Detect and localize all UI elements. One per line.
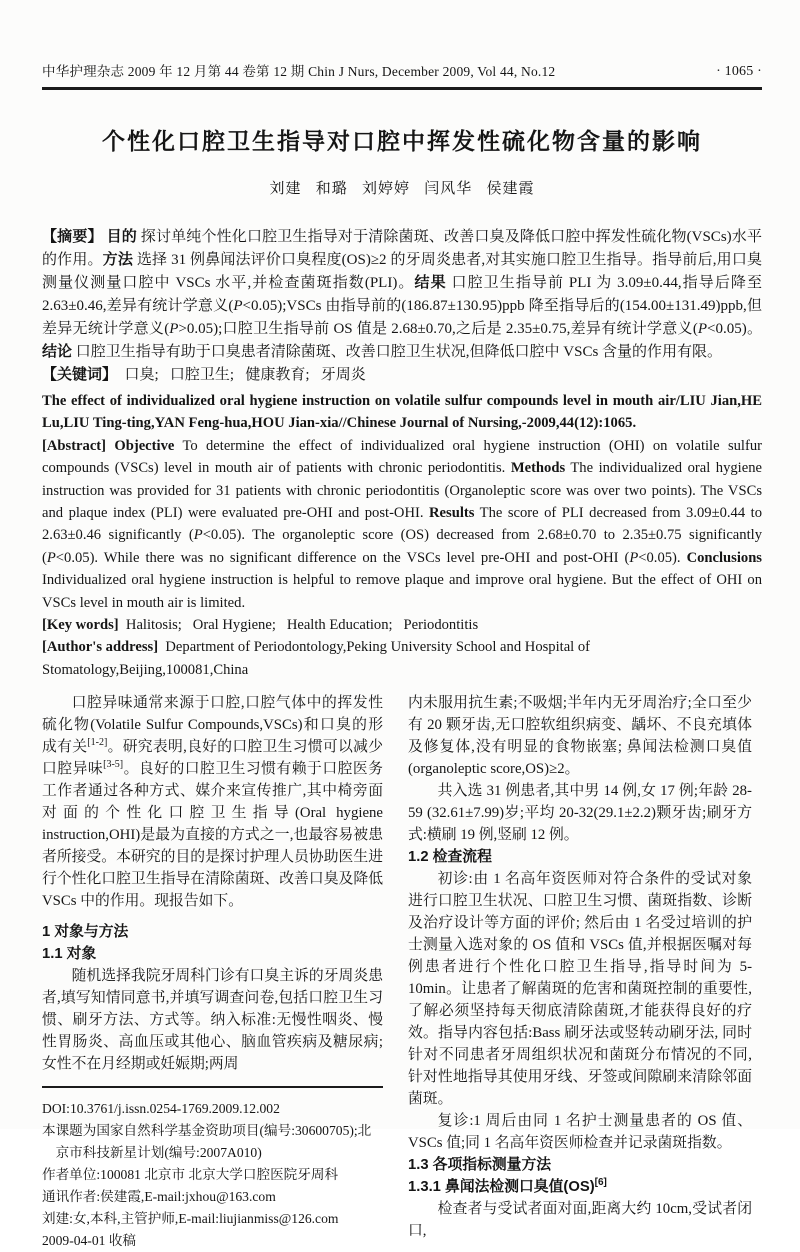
text-segment: <0.05). While there was no significant difference on the VSCs level pre-OHI and post-OHI (: [55, 549, 630, 566]
text-segment: <0.05). The organoleptic score (OS) decreased from 2.68±0.70 to 2.35±0.75 significantly (: [42, 527, 762, 566]
text-segment: [3-5]: [103, 759, 124, 771]
section-heading-1-1: 1.1 对象: [42, 946, 97, 963]
text-segment: 。良好的口腔卫生习惯有赖于口腔医务工作者通过各种方式、媒介来宣传推广,其中椅旁面对面的个性化口腔卫生指导(Oral hygiene instruction,OHI)是最为直接的方式之一,也最容易被患者所接受。本研究的目的是探讨护理人员协助医生进行个性化口腔卫生指导在清除菌斑、改善口臭及降低 VSCs 中的作用。现报告如下。: [42, 761, 383, 910]
text-segment: 口腔异味通常来源于口腔,口腔气体中的挥发性硫化物(Volatile Sulfur Compounds,VSCs)和口臭的形成有关: [42, 695, 383, 756]
abstract-block: [42, 226, 762, 681]
text-segment: Halitosis; Oral Hygiene; Health Education; Periodontitis: [118, 617, 479, 634]
text-segment: 结果: [414, 275, 447, 291]
citation-en-paragraph: [42, 390, 762, 435]
text-segment: Department of Periodontology,Peking University School and Hospital of Stomatology,Beijing,100081,China: [42, 639, 594, 678]
revisit-paragraph: 复诊:1 周后由同 1 名护士测量患者的 OS 值、VSCs 值;同 1 名高年资医师检查并记录菌斑指数。: [408, 1113, 752, 1152]
text-segment: 口臭; 口腔卫生; 健康教育; 牙周炎: [117, 367, 366, 383]
text-segment: [6]: [594, 1177, 607, 1189]
text-segment: The effect of individualized oral hygiene instruction on volatile sulfur compounds level in mouth air/LIU Jian,HE Lu,LIU Ting-ting,YAN Feng-hua,HOU Jian-xia//Chinese Journal of Nursing,-2009,44(12):1065.: [42, 393, 762, 432]
abstract-cn-paragraph: [42, 226, 762, 364]
text-segment: P: [233, 298, 243, 314]
text-segment: P: [169, 321, 179, 337]
intro-paragraph: [42, 692, 383, 912]
corresponding-author-line: 通讯作者:侯建霞,E-mail:jxhou@163.com: [42, 1189, 276, 1205]
author-line: 刘建 和璐 刘婷婷 闫风华 侯建霞: [269, 181, 535, 197]
criteria-continuation-paragraph: 内未服用抗生素;不吸烟;半年内无牙周治疗;全口至少有 20 颗牙齿,无口腔软组织病变、龋坏、不良充填体及修复体,没有明显的食物嵌塞; 鼻闻法检测口臭值 (organoleptic score,OS)≥2。: [408, 695, 752, 778]
abstract-en-block: [42, 390, 762, 681]
text-segment: 【摘要】: [42, 229, 107, 245]
text-segment: P: [193, 527, 203, 544]
section-heading-1-2: 1.2 检查流程: [408, 849, 492, 866]
text-segment: 选择 31 例鼻闻法评价口臭程度(OS)≥2 的牙周炎患者,对其实施口腔卫生指导。指导前后,用口臭测量仪测量口腔中 VSCs 水平,并检查菌斑指数(PLI)。: [42, 252, 762, 291]
text-segment: [Key words]: [42, 617, 119, 634]
text-segment: 方法: [102, 252, 133, 268]
text-segment: P: [46, 549, 56, 566]
author-address-line: [42, 636, 762, 681]
sample-paragraph: 共入选 31 例患者,其中男 14 例,女 17 例;年龄 28-59 (32.61±7.99)岁;平均 20-32(29.1±2.2)颗牙齿;刷牙方式:横刷 19 例,竖刷 12 例。: [408, 783, 752, 844]
right-column: [408, 692, 752, 1252]
text-segment: >0.05);口腔卫生指导前 OS 值是 2.68±0.70,之后是 2.35±0.75,差异有统计学意义(: [178, 321, 698, 337]
text-segment: The individualized oral hygiene instruction was provided for 31 patients with chronic periodontitis (Organoleptic score was over two points). The VSCs and plaque index (PLI) were evaluated pre-OHI and post-OHI.: [42, 460, 762, 522]
text-segment: 【关键词】: [42, 367, 118, 383]
body-columns: [42, 692, 762, 1252]
keywords-cn-line: [42, 364, 762, 387]
text-segment: <0.05).: [638, 549, 687, 566]
text-segment: [Abstract] Objective: [42, 437, 175, 454]
text-segment: 1.3.1 鼻闻法检测口臭值(OS): [408, 1179, 595, 1196]
affiliation-line: 作者单位:100081 北京市 北京大学口腔医院牙周科: [42, 1167, 339, 1183]
received-date-line: 2009-04-01 收稿: [42, 1233, 137, 1249]
text-segment: 口腔卫生指导前 PLI 为 3.09±0.44,指导后降至 2.63±0.46,差异有统计学意义(: [42, 275, 762, 314]
text-segment: The score of PLI decreased from 3.09±0.44 to 2.63±0.46 significantly (: [42, 505, 762, 544]
journal-issue-line: 中华护理杂志 2009 年 12 月第 44 卷第 12 期 Chin J Nurs, December 2009, Vol 44, No.12: [42, 64, 556, 79]
doi-line: DOI:10.3761/j.issn.0254-1769.2009.12.002: [42, 1101, 280, 1117]
text-segment: 。研究表明,良好的口腔卫生习惯可以减少口腔异味: [42, 739, 383, 778]
text-segment: 探讨单纯个性化口腔卫生指导对于清除菌斑、改善口臭及降低口腔中挥发性硫化物(VSCs)水平的作用。: [42, 229, 762, 268]
first-visit-paragraph: 初诊:由 1 名高年资医师对符合条件的受试对象进行口腔卫生状况、口腔卫生习惯、菌斑指数、诊断及治疗设计等方面的评价; 然后由 1 名受过培训的护士测量入选对象的 OS 值和 VSCs 值,并根据医嘱对每例患者进行个性化口腔卫生指导,指导时间为 5-10min。让患者了解菌斑的危害和菌斑控制的重要性,了解必须坚持每天彻底清除菌斑,才能获得良好的疗效。指导内容包括:Bass 刷牙法或竖转动刷牙法, 同时针对不同患者牙周组织状况和菌斑分布情况的不同,针对性地指导其使用牙线、牙签或间隙刷来清除邻面菌斑。: [408, 871, 752, 1108]
abstract-en-paragraph: [42, 435, 762, 614]
fund-line: 本课题为国家自然科学基金资助项目(编号:30600705);北京市科技新星计划(编号:2007A010): [42, 1123, 372, 1161]
text-segment: Conclusions: [686, 549, 762, 566]
text-segment: 结论: [42, 344, 73, 360]
article-title-cn: 个性化口腔卫生指导对口腔中挥发性硫化物含量的影响: [102, 128, 702, 154]
text-segment: P: [697, 321, 707, 337]
left-column: [42, 692, 383, 1252]
text-segment: <0.05);VSCs 由指导前的(186.87±130.95)ppb 降至指导后的(154.00±131.49)ppb,但差异无统计学意义(: [42, 298, 762, 337]
subjects-paragraph: 随机选择我院牙周科门诊有口臭主诉的牙周炎患者,填写知情同意书,并填写调查问卷,包括口腔卫生习惯、刷牙方法、方式等。纳入标准:无慢性咽炎、慢性胃肠炎、高血压或其他心、脑血管疾病及糖尿病;女性不在月经期或妊娠期;两周: [42, 968, 383, 1073]
footnote-block: [42, 1086, 383, 1252]
text-segment: [Author's address]: [42, 639, 159, 656]
text-segment: Methods: [510, 460, 566, 477]
text-segment: 口腔卫生指导有助于口臭患者清除菌斑、改善口腔卫生状况,但降低口腔中 VSCs 含量的作用有限。: [72, 344, 723, 360]
text-segment: P: [629, 549, 639, 566]
section-heading-1: 1 对象与方法: [42, 924, 129, 941]
text-segment: [1-2]: [87, 737, 108, 749]
first-author-line: 刘建:女,本科,主管护师,E-mail:liujianmiss@126.com: [42, 1211, 339, 1227]
text-segment: To determine the effect of individualized oral hygiene instruction (OHI) on volatile sulfur compounds (VSCs) level in mouth air of patients with chronic periodontitis.: [42, 437, 762, 477]
text-segment: Results: [429, 505, 475, 522]
text-segment: Individualized oral hygiene instruction is helpful to remove plaque and improve oral hygiene. But the effect of OHI on VSCs level in mouth air is limited.: [42, 572, 762, 611]
text-segment: <0.05)。: [707, 321, 762, 337]
keywords-en-line: [42, 614, 762, 636]
page-header: [42, 60, 762, 90]
text-segment: 目的: [106, 229, 137, 245]
section-heading-1-3-1: [408, 1176, 752, 1198]
os-method-paragraph: 检查者与受试者面对面,距离大约 10cm,受试者闭口,: [408, 1201, 752, 1240]
page-number: · 1065 ·: [716, 64, 762, 79]
section-heading-1-3: 1.3 各项指标测量方法: [408, 1157, 552, 1174]
